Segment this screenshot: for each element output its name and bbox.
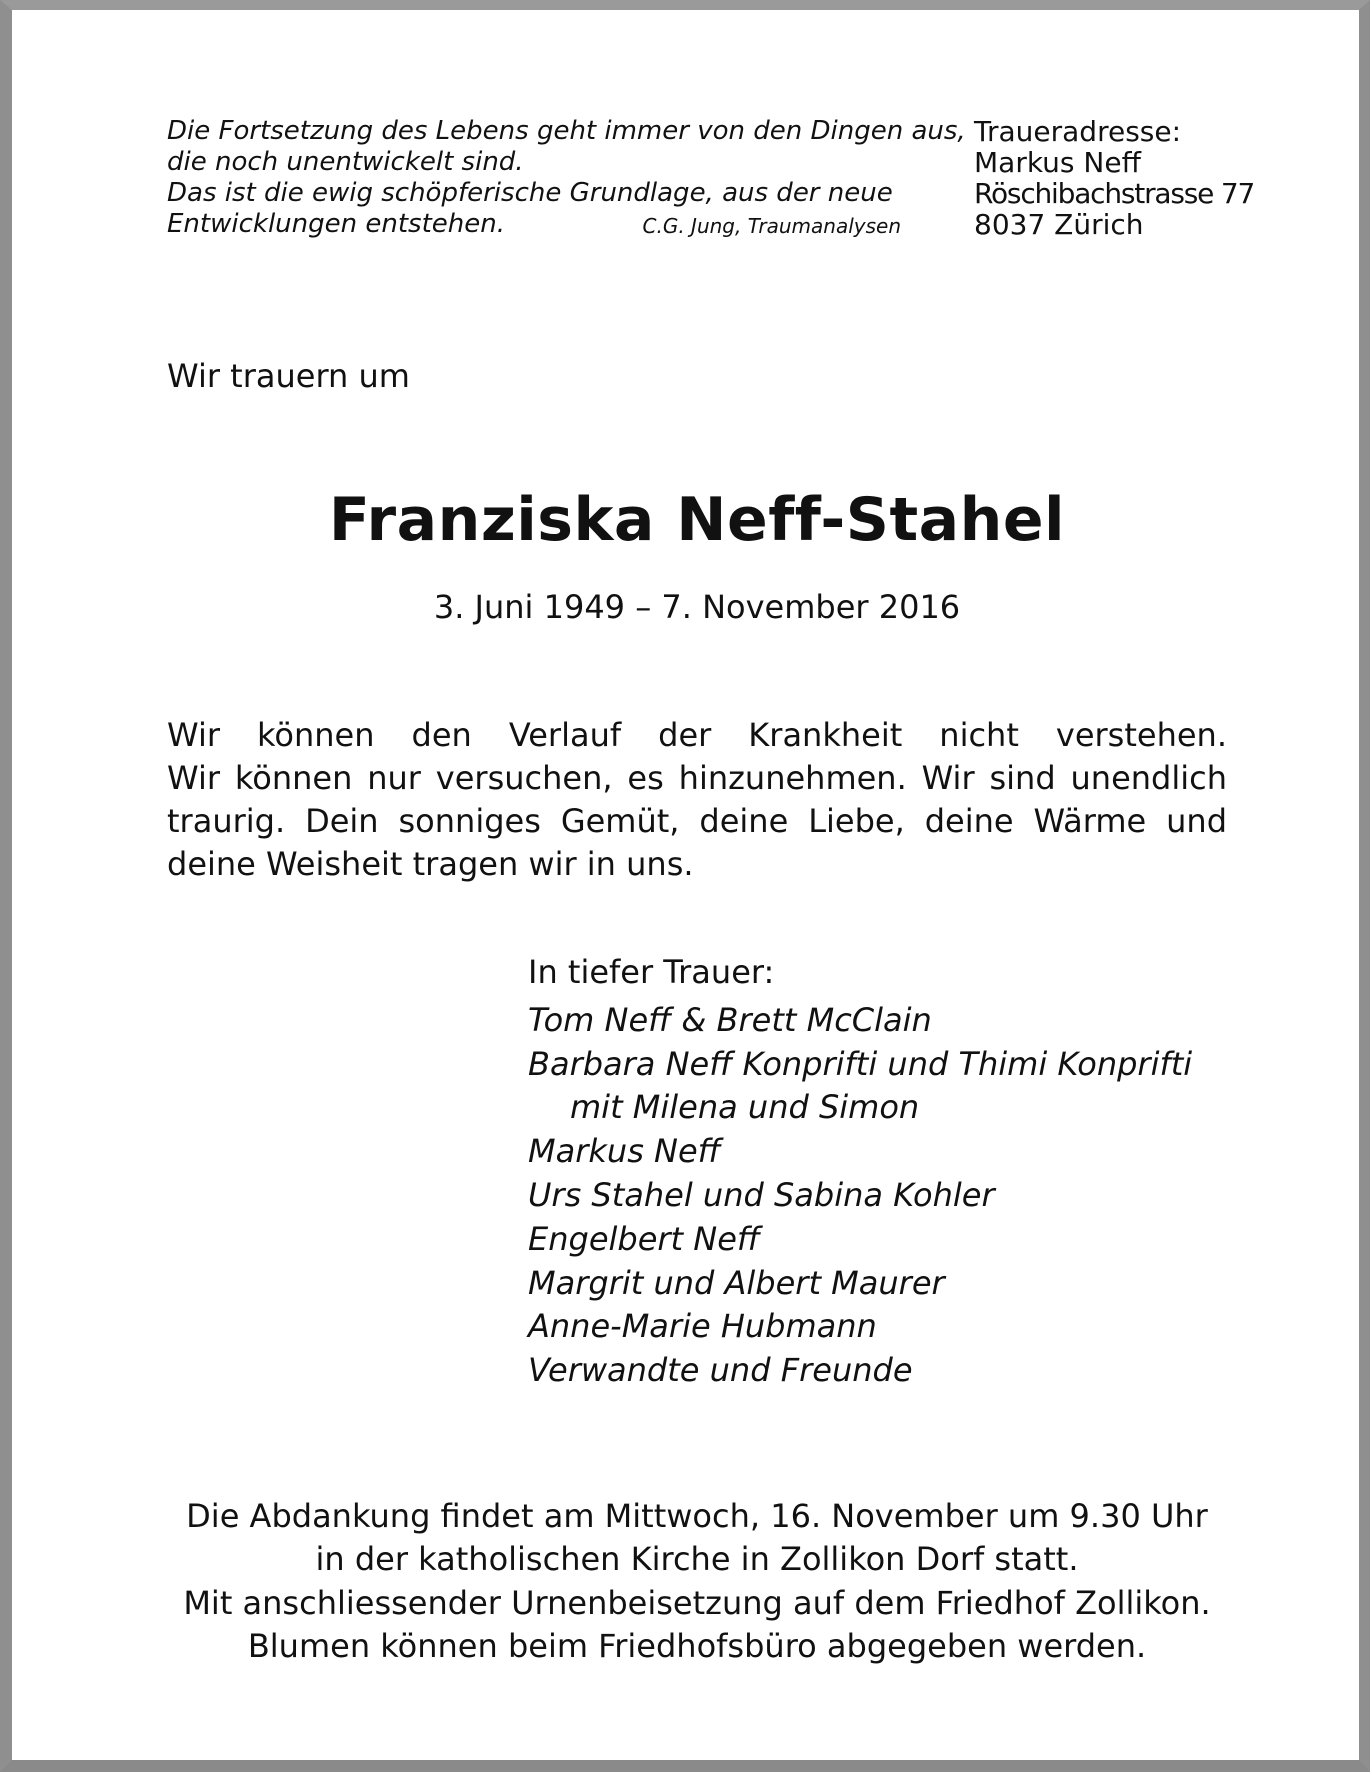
address-name: Markus Neff [974,146,1141,179]
address-street: Röschibachstrasse 77 [974,177,1255,210]
life-dates: 3. Juni 1949 – 7. November 2016 [433,588,961,626]
message-line: traurig. Dein sonniges Gemüt, deine Liebe, deine Wärme und [167,802,1227,840]
mourner-entry: Engelbert Neff [528,1219,760,1258]
mourner-entry: Anne-Marie Hubmann [528,1307,877,1346]
mourner-entry: Tom Neff & Brett McClain [528,1000,932,1039]
mourners-heading: In tiefer Trauer: [528,953,775,991]
quote-block [167,116,966,240]
message-line: Wir können nur versuchen, es hinzunehmen. Wir sind unendlich [167,759,1227,797]
mourners-block [528,951,1192,1393]
message-line: deine Weisheit tragen wir in uns. [167,845,694,883]
funeral-service-info [12,1495,1370,1668]
mourning-address [974,116,1254,240]
quote-line: die noch unentwickelt sind. [167,147,524,177]
mourner-entry: Verwandte und Freunde [528,1351,913,1390]
mourners-list [528,999,1192,1393]
memorial-message [167,714,1227,886]
address-city: 8037 Zürich [974,208,1144,241]
quote-line: Entwicklungen entstehen. [167,209,505,239]
quote-author: C.G. Jung, Traumanalysen [642,214,901,238]
mourner-entry: Markus Neff [528,1132,721,1171]
service-line: in der katholischen Kirche in Zollikon Dorf statt. [315,1540,1079,1579]
address-label: Traueradresse: [974,115,1182,148]
quote-line: Das ist die ewig schöpferische Grundlage, aus der neue [167,178,893,208]
mourner-entry: Barbara Neff Konprifti und Thimi Konprifti [528,1044,1193,1083]
quote-line: Die Fortsetzung des Lebens geht immer von den Dingen aus, [167,116,966,146]
service-line: Blumen können beim Friedhofsbüro abgegeben werden. [247,1626,1147,1665]
mourner-entry: Urs Stahel und Sabina Kohler [528,1175,995,1214]
service-line: Mit anschliessender Urnenbeisetzung auf dem Friedhof Zollikon. [183,1583,1211,1622]
message-line: Wir können den Verlauf der Krankheit nicht verstehen. [167,716,1227,754]
quote-last-line [167,209,907,240]
service-line: Die Abdankung findet am Mittwoch, 16. November um 9.30 Uhr [186,1497,1208,1535]
mourning-intro: Wir trauern um [167,357,410,395]
deceased-name: Franziska Neff-Stahel [328,485,1066,555]
mourner-entry: mit Milena und Simon [570,1088,920,1127]
mourner-entry: Margrit und Albert Maurer [528,1263,945,1302]
